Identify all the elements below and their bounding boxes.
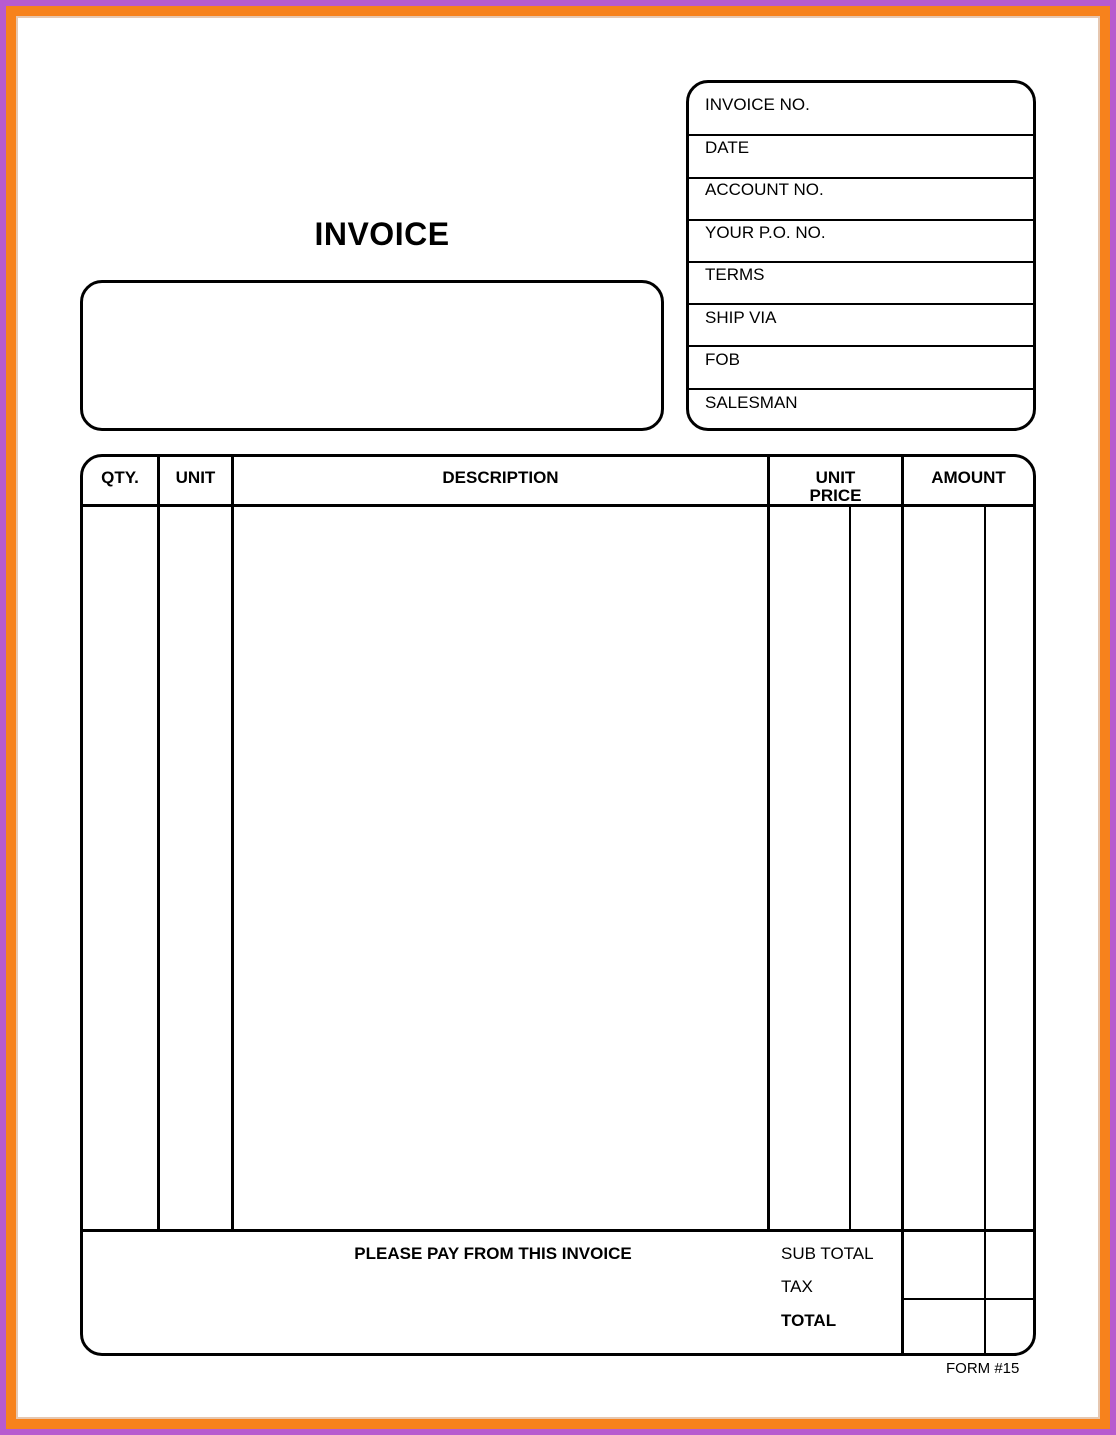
- fob-label: FOB: [705, 350, 740, 369]
- amount-column-rule: [901, 457, 904, 1356]
- unit-price-line-2: PRICE: [809, 486, 862, 505]
- info-divider: [689, 219, 1033, 221]
- qty-column-rule: [157, 457, 160, 1232]
- info-divider: [689, 345, 1033, 347]
- column-header-unit: UNIT: [175, 468, 216, 487]
- salesman-label: SALESMAN: [705, 393, 798, 412]
- description-column-rule: [767, 457, 770, 1232]
- totals-divider: [83, 1229, 1033, 1232]
- unit-price-cents-rule: [849, 507, 851, 1229]
- amount-cents-rule: [984, 507, 986, 1356]
- unit-price-line-1: UNIT: [815, 468, 856, 487]
- pay-notice: PLEASE PAY FROM THIS INVOICE: [354, 1244, 632, 1263]
- info-divider: [689, 261, 1033, 263]
- column-header-amount: AMOUNT: [931, 468, 1006, 487]
- ship-via-label: SHIP VIA: [705, 308, 777, 327]
- subtotal-tax-divider: [901, 1298, 1033, 1300]
- date-label: DATE: [705, 138, 750, 157]
- invoice-info-box: [686, 80, 1036, 431]
- column-header-description: DESCRIPTION: [442, 468, 559, 487]
- tax-label: TAX: [781, 1277, 813, 1296]
- column-header-qty: QTY.: [101, 468, 139, 487]
- bill-to-address-box[interactable]: [80, 280, 664, 431]
- info-divider: [689, 134, 1033, 136]
- unit-column-rule: [231, 457, 234, 1232]
- info-divider: [689, 388, 1033, 390]
- form-number: FORM #15: [946, 1360, 1020, 1377]
- sub-total-label: SUB TOTAL: [781, 1244, 874, 1263]
- info-divider: [689, 177, 1033, 179]
- account-number-label: ACCOUNT NO.: [705, 180, 824, 199]
- info-divider: [689, 303, 1033, 305]
- total-label: TOTAL: [781, 1311, 837, 1330]
- terms-label: TERMS: [705, 265, 765, 284]
- column-header-unit-price: [770, 469, 901, 505]
- invoice-number-label: INVOICE NO.: [705, 95, 810, 114]
- po-number-label: YOUR P.O. NO.: [705, 223, 826, 242]
- line-items-table: [80, 454, 1036, 1356]
- invoice-title: INVOICE: [314, 216, 450, 252]
